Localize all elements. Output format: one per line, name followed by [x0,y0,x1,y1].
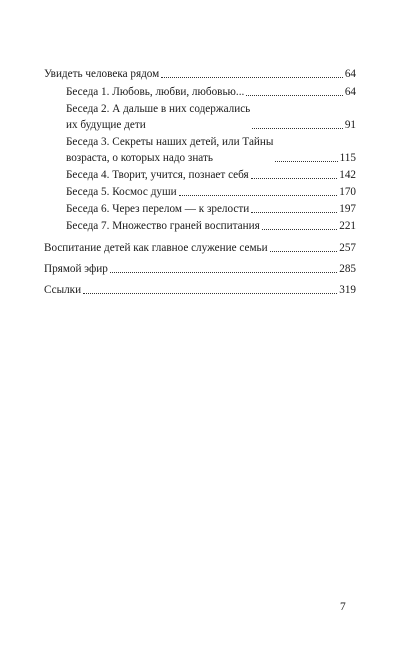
dot-leader [262,229,337,230]
toc-entry-title: Прямой эфир [44,263,108,275]
dot-leader [246,95,343,96]
dot-leader [161,77,343,78]
toc-entry-section-2 [44,240,356,256]
dot-leader [83,293,337,294]
toc-entry-section-4 [44,282,356,298]
toc-entry-title: Беседа 7. Множество граней воспитания [66,220,260,232]
toc-entry-page: 319 [339,284,356,296]
toc-entry-title: Беседа 3. Секреты наших детей, или Тайны возраста, о которых надо знать [66,136,274,164]
toc-entry-talk-1 [44,84,356,100]
toc-entry-talk-7 [44,218,356,234]
dot-leader [251,178,338,179]
toc-entry-talk-2 [44,101,356,133]
toc-entry-title: Беседа 4. Творит, учится, познает себя [66,169,249,181]
toc-entry-title: Беседа 5. Космос души [66,186,177,198]
toc-entry-page: 115 [339,152,356,164]
toc-entry-page: 91 [344,119,356,131]
toc-entry-section-3 [44,261,356,277]
toc-entry-page: 221 [339,220,356,232]
toc-entry-title: Увидеть человека рядом [44,68,160,80]
table-of-contents [44,66,356,303]
toc-subentries [44,84,356,234]
dot-leader [110,272,337,273]
toc-entry-page: 142 [339,169,356,181]
toc-entry-page: 170 [339,186,356,198]
toc-entry-title: Воспитание детей как главное служение семьи [44,242,268,254]
toc-entry-title: Беседа 1. Любовь, любви, любовью... [66,86,245,98]
toc-entry-page: 285 [339,263,356,275]
toc-entry-talk-3 [44,134,356,166]
toc-entry-talk-5 [44,184,356,200]
dot-leader [275,161,337,162]
toc-entry-talk-6 [44,201,356,217]
toc-entry-talk-4 [44,167,356,183]
toc-entry-title: Ссылки [44,284,82,296]
toc-entry-page: 197 [339,203,356,215]
toc-entry-title: Беседа 2. А дальше в них содержались их будущие дети [66,103,251,131]
page-number: 7 [340,601,346,613]
dot-leader [179,195,338,196]
toc-entry-title: Беседа 6. Через перелом — к зрелости [66,203,250,215]
toc-entry-page: 64 [344,68,356,80]
dot-leader [252,128,343,129]
toc-entry-page: 64 [344,86,356,98]
toc-entry-page: 257 [339,242,356,254]
toc-entry-section-1 [44,66,356,82]
dot-leader [251,212,337,213]
dot-leader [270,251,338,252]
